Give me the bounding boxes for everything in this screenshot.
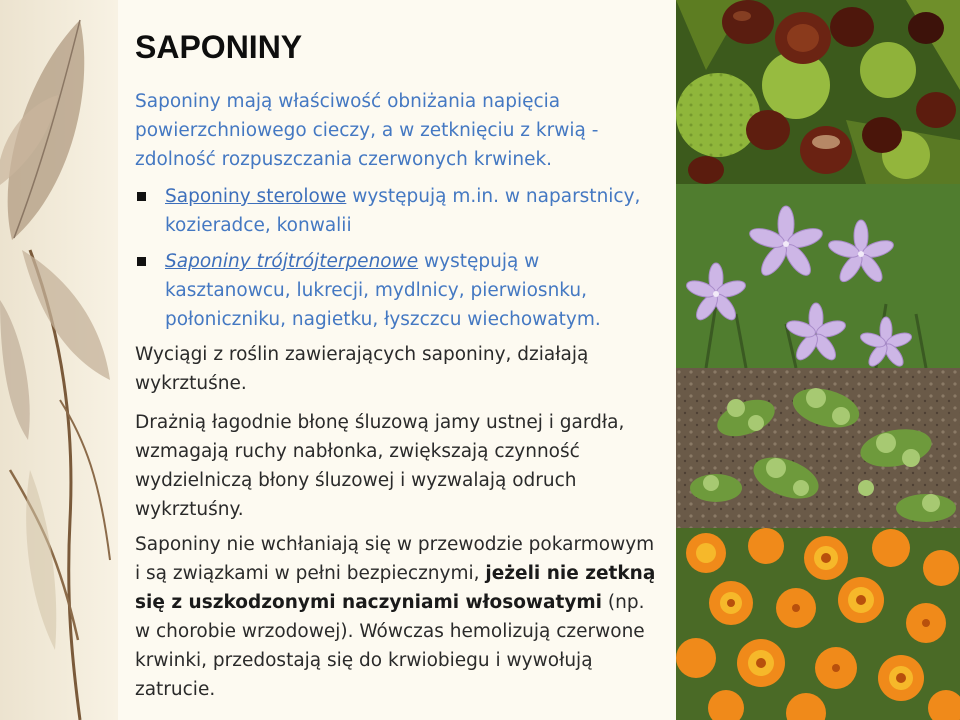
decorative-leaf-strip [0,0,118,720]
paragraph-mucosa-effects: Drażnią łagodnie błonę śluzową jamy ustnej i gardła, wzmagają ruchy nabłonka, zwiększają czynność wydzielniczą błony śluzowej i wyzwalają odruch wykrztuśny. [135,412,625,520]
plant-photo-column [676,0,960,720]
bullet-term: Saponiny sterolowe [165,186,347,207]
bullet-rest: występują w kasztanowcu, lukrecji, mydlnicy, pierwiosnku, połoniczniku, nagietku, łyszczcu wiechowatym. [165,251,601,330]
bullet-term: Saponiny trójtrójterpenowe [165,251,419,272]
bullet-text [135,182,655,240]
square-bullet-icon [137,192,146,201]
safety-text-part2: (np. w chorobie wrzodowej). Wówczas hemolizują czerwone krwinki, przedostają się do krwiobiegu i wywołują zatrucie. [135,592,645,700]
intro-paragraph: Saponiny mają właściwość obniżania napięcia powierzchniowego cieczy, a w zetknięciu z krwią - zdolność rozpuszczania czerwonych krwinek. [135,91,599,170]
paragraph-safety [135,530,660,704]
bullet-text [135,247,655,334]
safety-text-bold: jeżeli nie zetkną się z uszkodzonymi naczyniami włosowatymi [135,563,656,613]
bullet-rest: występują m.in. w naparstnicy, kozieradce, konwalii [165,186,641,236]
safety-text-part1: Saponiny nie wchłaniają się w przewodzie pokarmowym i są związkami w pełni bezpiecznymi, [135,534,655,584]
dry-leaves-illustration [0,0,118,720]
bullet-sterol-saponins [135,182,655,240]
photo-horse-chestnut [676,0,960,184]
paragraph-expectorant: Wyciągi z roślin zawierających saponiny, działają wykrztuśne. [135,344,589,394]
photo-herb [676,368,960,528]
bullet-triterpene-saponins [135,247,655,334]
photo-soapwort [676,184,960,368]
slide-title: SAPONINY [135,29,303,65]
photo-marigold [676,528,960,720]
square-bullet-icon [137,257,146,266]
